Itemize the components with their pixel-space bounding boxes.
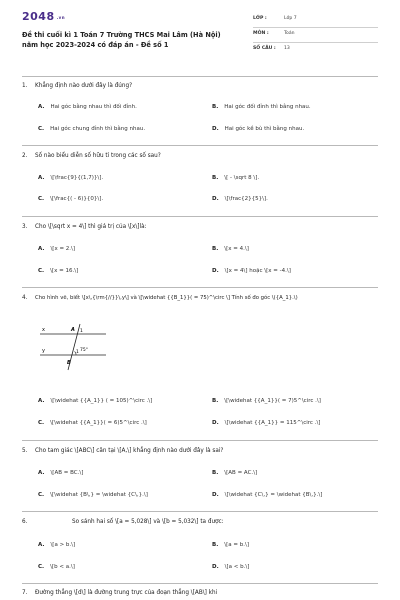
option-letter: B. [212, 542, 219, 548]
option-text: \[AB = AC.\] [224, 470, 258, 476]
option-letter: A. [38, 398, 45, 404]
option-c[interactable] [38, 196, 103, 202]
meta-key: MÔN : [253, 31, 269, 36]
parallel-lines-figure [38, 318, 108, 373]
option-letter: C. [38, 126, 45, 132]
document-title: Đề thi cuối kì 1 Toán 7 Trường THCS Mai Lâm (Hà Nội) năm học 2023-2024 có đáp án - Đề số 1 [22, 31, 221, 49]
meta-value: Lớp 7 [284, 16, 297, 21]
divider [22, 287, 378, 288]
option-d[interactable] [212, 268, 291, 274]
option-text: Hai góc bằng nhau thì đối đỉnh. [50, 104, 137, 110]
question-text: Cho tam giác \[ABC\] cân tại \[A,\] khẳng định nào dưới đây là sai? [35, 448, 224, 454]
option-letter: C. [38, 564, 45, 570]
option-letter: D. [212, 492, 219, 498]
option-a[interactable] [38, 104, 137, 110]
site-logo[interactable] [22, 10, 65, 23]
option-letter: C. [38, 196, 45, 202]
option-text: Hai góc đối đỉnh thì bằng nhau. [224, 104, 311, 110]
option-b[interactable] [212, 104, 311, 110]
option-text: \[\widehat {{A_1}}( = 7)5^\circ .\] [224, 398, 321, 404]
question-text: Khẳng định nào dưới đây là đúng? [35, 83, 133, 89]
option-text: \[\widehat {{A_1}} = 115^\circ .\] [224, 420, 321, 426]
meta-key: LỚP : [253, 16, 267, 21]
option-text: \[x = 4.\] [224, 246, 249, 252]
label-b-index: 1 [76, 350, 79, 355]
option-c[interactable] [38, 126, 145, 132]
option-d[interactable] [212, 126, 304, 132]
divider [22, 583, 378, 584]
option-text: Hai góc chung đỉnh thì bằng nhau. [50, 126, 146, 132]
meta-row-count [253, 43, 378, 58]
question-number: 6. [22, 519, 28, 525]
question-text: Số nào biểu diễn số hữu tỉ trong các số sau? [35, 153, 161, 159]
question-number: 4. [22, 295, 28, 301]
divider [22, 145, 378, 146]
option-a[interactable] [38, 175, 103, 181]
logo-suffix: .vn [56, 14, 66, 20]
option-letter: B. [212, 470, 219, 476]
divider [22, 216, 378, 217]
option-text: \[b < a.\] [50, 564, 75, 570]
option-text: \[x = 4\] hoặc \[x = -4.\] [224, 268, 291, 274]
option-a[interactable] [38, 246, 75, 252]
option-letter: D. [212, 126, 219, 132]
label-y: y [42, 348, 45, 354]
option-text: \[ - \sqrt 8 \]. [224, 175, 260, 181]
label-a-index: 1 [80, 329, 83, 334]
question-text: Đường thẳng \[d\] là đường trung trực của đoạn thẳng \[AB\] khi [35, 590, 218, 596]
option-letter: B. [212, 246, 219, 252]
question-number: 7. [22, 590, 28, 596]
option-letter: D. [212, 268, 219, 274]
option-a[interactable] [38, 542, 75, 548]
question-number: 2. [22, 153, 28, 159]
option-text: \[a = b.\] [224, 542, 250, 548]
divider [22, 76, 378, 77]
option-letter: D. [212, 564, 219, 570]
option-d[interactable] [212, 196, 268, 202]
logo-text: 2048 [22, 10, 55, 23]
document-header [0, 0, 400, 72]
label-x: x [42, 327, 45, 333]
option-b[interactable] [212, 175, 259, 181]
option-letter: B. [212, 104, 219, 110]
option-c[interactable] [38, 268, 78, 274]
question-text: So sánh hai số \[a = 5,028\] và \[b = 5,032\] ta được: [72, 519, 224, 525]
option-text: \[AB = BC.\] [50, 470, 84, 476]
question-number: 5. [22, 448, 28, 454]
option-text: \[x = 2.\] [50, 246, 76, 252]
option-letter: B. [212, 175, 219, 181]
option-letter: A. [38, 542, 45, 548]
meta-row-subject [253, 28, 378, 43]
meta-key: SỐ CÂU : [253, 46, 276, 51]
option-b[interactable] [212, 398, 321, 404]
option-letter: A. [38, 246, 45, 252]
option-letter: B. [212, 398, 219, 404]
option-text: \[\widehat {{A_1}} ( = 105)^\circ .\] [50, 398, 153, 404]
option-letter: A. [38, 470, 45, 476]
option-a[interactable] [38, 470, 83, 476]
option-letter: A. [38, 104, 45, 110]
option-text: \[\widehat {B\,} = \widehat {C\,}.\] [50, 492, 148, 498]
meta-value: Toán [284, 31, 295, 36]
option-text: \[\widehat {C\,} = \widehat {B\,}.\] [224, 492, 323, 498]
option-c[interactable] [38, 492, 148, 498]
option-d[interactable] [212, 420, 320, 426]
question-number: 1. [22, 83, 28, 89]
divider [22, 440, 378, 441]
option-b[interactable] [212, 246, 249, 252]
label-angle: 75° [80, 348, 88, 353]
question-text: Cho hình vẽ, biết \[x\,{\rm{//}}\,y\] và \[\widehat {{B_1}}( = 75)^\circ \] Tính số đo góc \({A_1}.\) [35, 295, 298, 301]
option-text: \[\frac{( - 6)}{0}\]. [50, 196, 104, 202]
label-point-b: B [67, 360, 71, 366]
option-text: Hai góc kề bù thì bằng nhau. [224, 126, 305, 132]
option-letter: D. [212, 420, 219, 426]
option-letter: C. [38, 268, 45, 274]
question-text: Cho \[\sqrt x = 4\] thì giá trị của \[x\]là: [35, 224, 147, 230]
option-letter: C. [38, 420, 45, 426]
option-text: \[a < b.\] [224, 564, 250, 570]
option-text: \[\frac{2}{5}\]. [224, 196, 268, 202]
option-c[interactable] [38, 564, 75, 570]
option-text: \[\widehat {{A_1}}( = 6)5^\circ .\] [50, 420, 147, 426]
option-a[interactable] [38, 398, 152, 404]
option-text: \[a > b.\] [50, 542, 76, 548]
option-text: \[\frac{9}{(1,7)}\]. [50, 175, 104, 181]
meta-table [253, 13, 378, 58]
label-point-a: A [71, 327, 75, 333]
option-letter: C. [38, 492, 45, 498]
option-c[interactable] [38, 420, 147, 426]
option-letter: D. [212, 196, 219, 202]
divider [22, 511, 378, 512]
option-letter: A. [38, 175, 45, 181]
option-text: \[x = 16.\] [50, 268, 79, 274]
question-number: 3. [22, 224, 28, 230]
meta-row-class [253, 13, 378, 28]
meta-value: 13 [284, 46, 290, 51]
option-d[interactable] [212, 564, 249, 570]
option-b[interactable] [212, 542, 249, 548]
option-d[interactable] [212, 492, 322, 498]
option-b[interactable] [212, 470, 257, 476]
